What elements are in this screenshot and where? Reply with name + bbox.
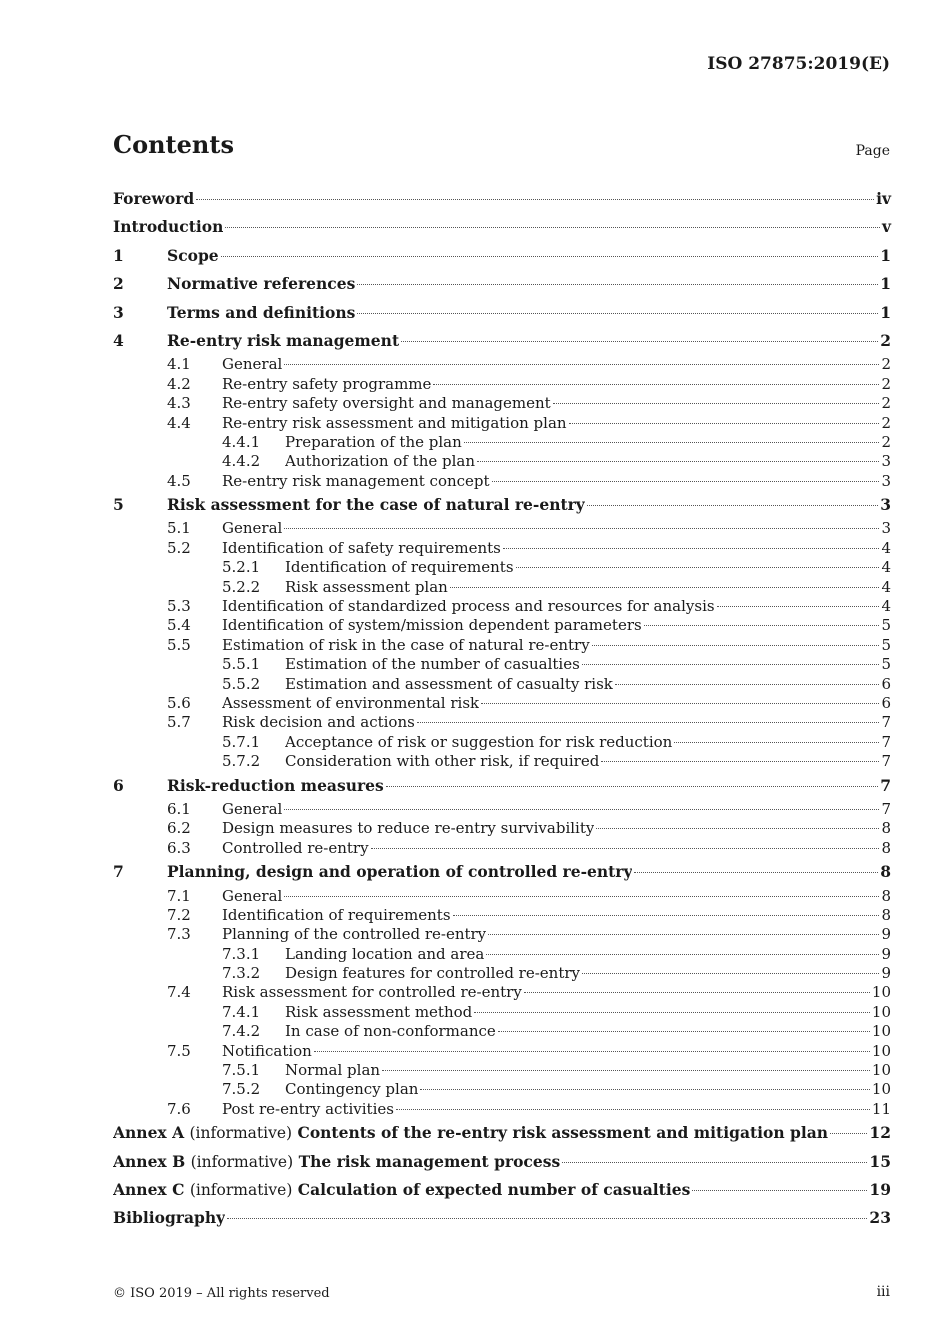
toc-entry-page: 12: [869, 1123, 891, 1143]
toc-entry[interactable]: [113, 906, 891, 925]
toc-entry-number: 4.4.1: [222, 432, 261, 451]
toc-entry-title: Identification of requirements: [222, 905, 451, 924]
toc-entry-title: Bibliography: [113, 1208, 226, 1228]
toc-entry-page: 11: [871, 1099, 891, 1118]
dot-leader: [477, 461, 879, 462]
toc-entry-title: Identification of system/mission dependent parameters: [222, 616, 642, 635]
toc-entry-page: 2: [881, 413, 891, 432]
copyright-notice: © ISO 2019 – All rights reserved: [113, 1286, 330, 1301]
toc-entry-number: 5.2.1: [222, 558, 261, 577]
toc-entry-title: Risk assessment for the case of natural re-entry: [167, 495, 585, 515]
dot-leader: [562, 1162, 867, 1163]
toc-entry-title: Identification of safety requirements: [222, 538, 501, 557]
annex-informative-tag: (informative): [190, 1152, 294, 1171]
toc-entry[interactable]: [113, 1003, 891, 1022]
toc-entry-number: 5.7.1: [222, 732, 261, 751]
dot-leader: [615, 684, 880, 685]
dot-leader: [674, 742, 879, 743]
toc-entry[interactable]: [113, 945, 891, 964]
dot-leader: [225, 227, 880, 228]
toc-entry[interactable]: [113, 616, 891, 635]
toc-entry-title: Risk assessment for controlled re-entry: [222, 983, 522, 1002]
toc-entry-page: 8: [881, 905, 891, 924]
toc-entry[interactable]: [113, 375, 891, 394]
toc-entry-page: 6: [881, 693, 891, 712]
dot-leader: [284, 896, 879, 897]
page-title: Contents: [113, 130, 234, 159]
document-id: ISO 27875:2019(E): [707, 54, 890, 74]
dot-leader: [433, 384, 879, 385]
dot-leader: [498, 1031, 870, 1032]
toc-entry-title: Foreword: [113, 189, 195, 208]
toc-entry[interactable]: [113, 491, 891, 519]
toc-entry[interactable]: [113, 819, 891, 838]
toc-entry-number: 7.5.1: [222, 1061, 261, 1080]
annex-title: The risk management process: [298, 1151, 561, 1171]
toc-entry[interactable]: [113, 800, 891, 819]
toc-entry-number: 4.3: [167, 394, 191, 413]
toc-entry-title: General: [222, 799, 283, 818]
toc-entry-page: 23: [869, 1208, 891, 1228]
toc-entry[interactable]: [113, 636, 891, 655]
toc-entry-title: Re-entry risk assessment and mitigation plan: [222, 413, 567, 432]
toc-entry-title: Notification: [222, 1041, 312, 1060]
toc-entry-number: 7.3.1: [222, 944, 261, 963]
toc-entry[interactable]: [113, 1061, 891, 1080]
page-number: iii: [876, 1284, 890, 1300]
toc-entry-title: Normal plan: [285, 1061, 381, 1080]
toc-entry-page: 8: [880, 862, 891, 882]
dot-leader: [481, 703, 879, 704]
toc-entry[interactable]: [113, 242, 891, 270]
toc-entry-page: 10: [871, 1080, 891, 1099]
dot-leader: [221, 256, 879, 257]
toc-entry-number: 7.3.2: [222, 964, 261, 983]
dot-leader: [592, 645, 880, 646]
dot-leader: [464, 442, 880, 443]
dot-leader: [601, 761, 879, 762]
toc-entry-title: Design features for controlled re-entry: [285, 964, 581, 983]
toc-entry-number: 6.2: [167, 819, 191, 838]
page-column-label: Page: [855, 143, 890, 159]
toc-entry-title: Re-entry safety programme: [222, 374, 432, 393]
toc-entry-number: 1: [113, 245, 124, 265]
toc-entry[interactable]: [113, 519, 891, 538]
toc-entry-number: 6.1: [167, 799, 191, 818]
toc-entry-page: 15: [869, 1151, 891, 1171]
toc-entry-number: 7: [113, 862, 124, 882]
toc-entry-title: General: [222, 519, 283, 538]
toc-entry[interactable]: [113, 655, 891, 674]
dot-leader: [503, 548, 880, 549]
annex-title: Calculation of expected number of casualties: [297, 1179, 691, 1199]
toc-entry-number: 5: [113, 495, 124, 515]
toc-entry-page: v: [881, 217, 891, 237]
toc-entry-page: 9: [881, 944, 891, 963]
toc-entry-page: 7: [881, 752, 891, 771]
dot-leader: [486, 954, 879, 955]
toc-entry[interactable]: [113, 839, 891, 858]
toc-entry-number: 5.6: [167, 693, 191, 712]
toc-entry-page: 4: [881, 538, 891, 557]
toc-entry-page: 1: [880, 302, 891, 322]
toc-entry-page: 3: [881, 471, 891, 490]
toc-entry-page: 7: [881, 732, 891, 751]
toc-entry-page: 5: [881, 616, 891, 635]
toc-entry-title: Assessment of environmental risk: [222, 693, 480, 712]
toc-entry-title: [113, 1176, 690, 1204]
toc-entry-number: 5.2: [167, 538, 191, 557]
toc-entry-number: 7.4.1: [222, 1002, 261, 1021]
toc-entry-title: General: [222, 355, 283, 374]
toc-entry-page: 3: [880, 495, 891, 515]
toc-entry[interactable]: [113, 299, 891, 327]
toc-entry-number: 4.2: [167, 374, 191, 393]
toc-entry[interactable]: [113, 433, 891, 452]
dot-leader: [284, 809, 879, 810]
dot-leader: [488, 934, 879, 935]
toc-entry-number: 7.4: [167, 983, 191, 1002]
toc-entry[interactable]: [113, 713, 891, 732]
toc-entry-number: 2: [113, 274, 124, 294]
toc-entry-number: 4.4.2: [222, 452, 261, 471]
toc-entry-number: 6.3: [167, 838, 191, 857]
toc-entry-number: 7.3: [167, 925, 191, 944]
toc-entry-number: 4: [113, 330, 124, 350]
toc-entry-title: Estimation and assessment of casualty risk: [285, 674, 613, 693]
dot-leader: [492, 481, 880, 482]
dot-leader: [357, 284, 878, 285]
toc-entry-page: 1: [880, 245, 891, 265]
toc-entry[interactable]: [113, 1148, 891, 1176]
toc-entry-title: Landing location and area: [285, 944, 485, 963]
toc-entry-title: Scope: [167, 245, 219, 265]
toc-entry[interactable]: [113, 270, 891, 298]
toc-entry-title: Planning of the controlled re-entry: [222, 925, 487, 944]
toc-entry-page: 10: [871, 1022, 891, 1041]
dot-leader: [644, 625, 880, 626]
toc-entry[interactable]: [113, 1100, 891, 1119]
dot-leader: [634, 872, 878, 873]
dot-leader: [692, 1190, 867, 1191]
toc-entry-title: Consideration with other risk, if required: [285, 752, 600, 771]
toc-entry[interactable]: [113, 1080, 891, 1099]
toc-entry-number: 5.5.1: [222, 655, 261, 674]
toc-entry-title: Contingency plan: [285, 1080, 419, 1099]
toc-entry-title: Risk-reduction measures: [167, 775, 384, 795]
dot-leader: [417, 722, 880, 723]
toc-entry-number: 7.6: [167, 1099, 191, 1118]
toc-entry-number: 5.1: [167, 519, 191, 538]
toc-entry-page: 7: [880, 775, 891, 795]
toc-entry[interactable]: [113, 597, 891, 616]
toc-entry-number: 3: [113, 302, 124, 322]
toc-entry-page: 1: [880, 274, 891, 294]
toc-entry-title: Acceptance of risk or suggestion for risk reduction: [285, 732, 673, 751]
dot-leader: [371, 848, 880, 849]
toc-entry-page: 10: [871, 1061, 891, 1080]
toc-entry-title: Risk assessment method: [285, 1002, 473, 1021]
toc-entry-page: 8: [881, 819, 891, 838]
dot-leader: [284, 364, 879, 365]
toc-entry-page: 10: [871, 1002, 891, 1021]
toc-entry[interactable]: [113, 452, 891, 471]
toc-entry[interactable]: [113, 355, 891, 374]
dot-leader: [587, 505, 878, 506]
toc-entry-page: 4: [881, 558, 891, 577]
toc-entry-title: [113, 1119, 828, 1147]
dot-leader: [524, 992, 870, 993]
toc-entry-page: 10: [871, 1041, 891, 1060]
toc-entry[interactable]: [113, 558, 891, 577]
toc-entry[interactable]: [113, 539, 891, 558]
toc-entry-page: 2: [881, 374, 891, 393]
toc-entry-title: Risk decision and actions: [222, 713, 415, 732]
toc-entry-title: Normative references: [167, 274, 356, 294]
toc-entry[interactable]: [113, 327, 891, 355]
toc-entry-title: Controlled re-entry: [222, 838, 369, 857]
annex-label: Annex B: [113, 1151, 186, 1171]
toc-entry-page: 6: [881, 674, 891, 693]
dot-leader: [420, 1089, 869, 1090]
dot-leader: [196, 199, 874, 200]
toc-entry-number: 5.7: [167, 713, 191, 732]
dot-leader: [357, 313, 878, 314]
dot-leader: [386, 786, 878, 787]
toc-entry-number: 6: [113, 775, 124, 795]
toc-entry-title: [113, 1148, 560, 1176]
dot-leader: [582, 664, 880, 665]
toc-entry-page: 7: [881, 713, 891, 732]
toc-entry[interactable]: [113, 1176, 891, 1204]
toc-entry-title: Re-entry risk management: [167, 330, 400, 350]
toc-entry[interactable]: [113, 394, 891, 413]
toc-entry-page: 7: [881, 799, 891, 818]
toc-entry-page: 4: [881, 577, 891, 596]
toc-entry-title: Estimation of risk in the case of natural re-entry: [222, 635, 590, 654]
dot-leader: [596, 828, 879, 829]
toc-entry-title: Planning, design and operation of controlled re-entry: [167, 862, 633, 882]
toc-entry-page: 9: [881, 925, 891, 944]
toc-entry-page: 5: [881, 635, 891, 654]
annex-label: Annex C: [113, 1179, 185, 1199]
toc-entry-title: Introduction: [113, 217, 224, 237]
toc-entry[interactable]: [113, 925, 891, 944]
toc-entry-number: 5.4: [167, 616, 191, 635]
toc-entry-title: Post re-entry activities: [222, 1099, 394, 1118]
dot-leader: [401, 341, 878, 342]
toc-entry[interactable]: [113, 675, 891, 694]
dot-leader: [474, 1012, 870, 1013]
toc-entry-number: 4.1: [167, 355, 191, 374]
toc-entry[interactable]: [113, 1022, 891, 1041]
toc-entry[interactable]: [113, 578, 891, 597]
toc-entry-title: Identification of standardized process and resources for analysis: [222, 597, 715, 616]
toc-entry-number: 5.5.2: [222, 674, 261, 693]
toc-entry-page: iv: [876, 189, 891, 208]
toc-entry-page: 5: [881, 655, 891, 674]
toc-entry-title: Re-entry risk management concept: [222, 471, 490, 490]
toc-entry[interactable]: [113, 858, 891, 886]
toc-entry-title: Estimation of the number of casualties: [285, 655, 580, 674]
dot-leader: [284, 528, 879, 529]
toc-entry-title: Preparation of the plan: [285, 432, 462, 451]
toc-entry-number: 7.5.2: [222, 1080, 261, 1099]
toc-entry[interactable]: [113, 887, 891, 906]
annex-informative-tag: (informative): [189, 1180, 293, 1199]
dot-leader: [396, 1109, 870, 1110]
toc-entry-page: 3: [881, 452, 891, 471]
toc-entry-title: Identification of requirements: [285, 558, 514, 577]
toc-entry-number: 4.4: [167, 413, 191, 432]
toc-entry[interactable]: [113, 185, 891, 213]
toc-entry-title: Design measures to reduce re-entry survivability: [222, 819, 595, 838]
toc-entry-title: Re-entry safety oversight and management: [222, 394, 551, 413]
toc-entry[interactable]: [113, 733, 891, 752]
dot-leader: [450, 587, 880, 588]
toc-entry-page: 2: [880, 330, 891, 350]
toc-entry-number: 7.5: [167, 1041, 191, 1060]
dot-leader: [569, 423, 880, 424]
toc-entry-page: 10: [871, 983, 891, 1002]
toc-entry-number: 4.5: [167, 471, 191, 490]
toc-entry-number: 7.2: [167, 905, 191, 924]
toc-entry-number: 5.5: [167, 635, 191, 654]
toc-entry-page: 9: [881, 964, 891, 983]
table-of-contents: [113, 185, 891, 1233]
dot-leader: [453, 915, 880, 916]
dot-leader: [553, 403, 880, 404]
toc-entry[interactable]: [113, 213, 891, 241]
toc-entry-number: 5.2.2: [222, 577, 261, 596]
toc-entry-page: 2: [881, 432, 891, 451]
toc-entry[interactable]: [113, 1204, 891, 1232]
dot-leader: [582, 973, 879, 974]
toc-entry-number: 5.7.2: [222, 752, 261, 771]
dot-leader: [516, 567, 880, 568]
toc-entry-page: 2: [881, 355, 891, 374]
toc-entry-page: 19: [869, 1179, 891, 1199]
dot-leader: [382, 1070, 870, 1071]
toc-entry-page: 4: [881, 597, 891, 616]
toc-entry[interactable]: [113, 414, 891, 433]
toc-entry-title: Risk assessment plan: [285, 577, 448, 596]
toc-entry-page: 2: [881, 394, 891, 413]
toc-entry-title: General: [222, 886, 283, 905]
toc-entry[interactable]: [113, 1042, 891, 1061]
toc-entry[interactable]: [113, 983, 891, 1002]
dot-leader: [314, 1051, 870, 1052]
toc-entry[interactable]: [113, 1119, 891, 1147]
toc-entry[interactable]: [113, 752, 891, 771]
toc-entry-title: Terms and definitions: [167, 302, 356, 322]
toc-entry[interactable]: [113, 694, 891, 713]
annex-title: Contents of the re-entry risk assessment and mitigation plan: [297, 1123, 829, 1143]
dot-leader: [227, 1218, 867, 1219]
toc-entry[interactable]: [113, 772, 891, 800]
annex-informative-tag: (informative): [189, 1124, 293, 1143]
toc-entry-page: 3: [881, 519, 891, 538]
toc-entry-title: In case of non-conformance: [285, 1022, 496, 1041]
toc-entry-number: 7.1: [167, 886, 191, 905]
toc-entry[interactable]: [113, 964, 891, 983]
dot-leader: [717, 606, 880, 607]
dot-leader: [830, 1133, 867, 1134]
toc-entry-page: 8: [881, 886, 891, 905]
toc-entry-number: 5.3: [167, 597, 191, 616]
annex-label: Annex A: [113, 1123, 185, 1143]
toc-entry-page: 8: [881, 838, 891, 857]
toc-entry[interactable]: [113, 472, 891, 491]
toc-entry-title: Authorization of the plan: [285, 452, 475, 471]
toc-entry-number: 7.4.2: [222, 1022, 261, 1041]
